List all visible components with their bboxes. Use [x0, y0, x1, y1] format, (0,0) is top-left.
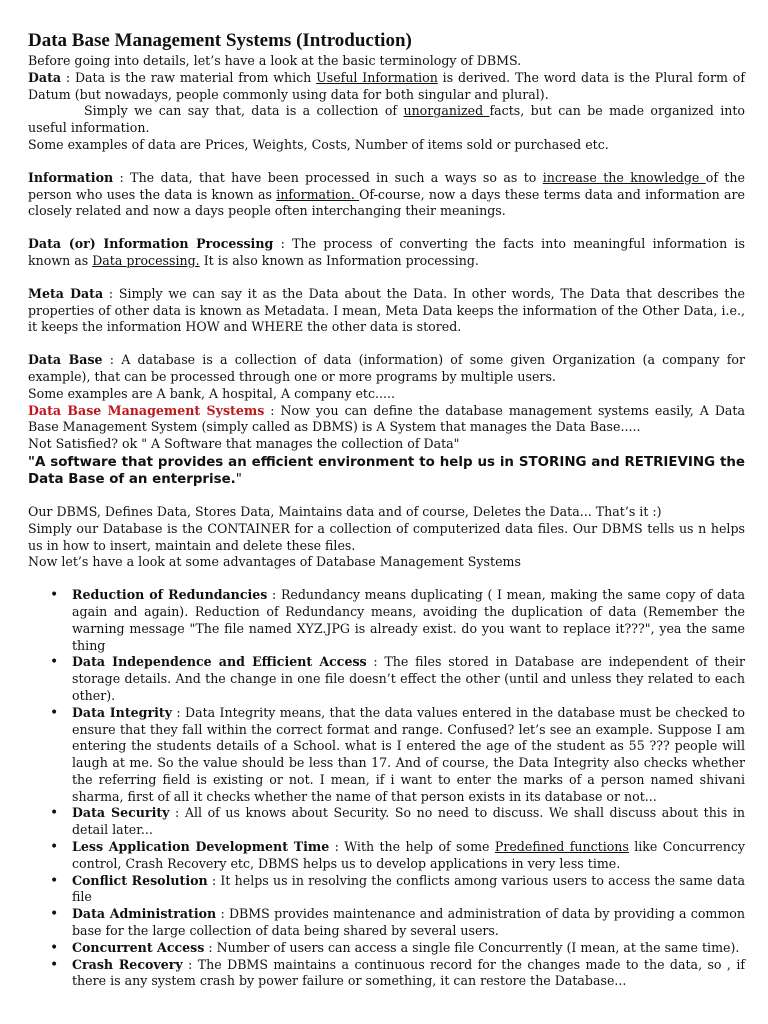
summary-line-1: Our DBMS, Defines Data, Stores Data, Maintains data and of course, Deletes the Data... That’s it :): [28, 503, 662, 519]
document-page: [28, 30, 745, 990]
information-underline: information.: [276, 186, 360, 202]
list-item: • Less Application Development Time : With the help of some Predefined functions like Concurrency control, Crash Recovery etc, DBMS helps us to develop applications in very less time.: [72, 839, 745, 873]
processing-term: Data (or) Information Processing: [28, 236, 274, 252]
data-term: Data: [28, 69, 62, 85]
summary-line-2: Simply our Database is the CONTAINER for a collection of computerized data files. Our DBMS tells us n helps us in how to insert, maintain and delete these files.: [28, 520, 745, 553]
page-title: Data Base Management Systems (Introduction): [28, 30, 412, 51]
database-examples: Some examples are A bank, A hospital, A company etc.....: [28, 385, 396, 401]
unorganized-underline: unorganized: [403, 103, 490, 119]
list-item: • Crash Recovery : The DBMS maintains a continuous record for the changes made to the data, so , if there is any system crash by power failure or something, it can restore the Database...: [72, 957, 745, 991]
data-examples: Some examples of data are Prices, Weights, Costs, Number of items sold or purchased etc.: [28, 136, 609, 152]
intro-text: Before going into details, let’s have a look at the basic terminology of DBMS.: [28, 53, 522, 68]
predefined-functions-underline: Predefined functions: [494, 839, 629, 855]
information-definition: Information : The data, that have been processed in such a ways so as to increase the knowledge of the person who uses the data is known as information. Of-course, now a days these terms data and information are closely related and now a days people often interchanging their meanings.: [28, 169, 745, 219]
data-simple-definition: Simply we can say that, data is a collection of unorganized facts, but can be made organized into useful information.: [28, 103, 746, 136]
meta-data-term: Meta Data: [28, 285, 104, 301]
dbms-term: Data Base Management Systems: [28, 402, 265, 418]
list-item: • Conflict Resolution : It helps us in resolving the conflicts among various users to access the same data file: [72, 873, 745, 907]
dbms-definition: Data Base Management Systems : Now you can define the database management systems easily, A Data Base Management System (simply called as DBMS) is A System that manages the Data Base.....: [28, 402, 745, 435]
list-item: • Reduction of Redundancies : Redundancy means duplicating ( I mean, making the same copy of data again and again). Reduction of Redundancy means, avoiding the duplication of data (Remember the warning message "The file named XYZ.JPG is already exist. do you want to replace it???", yea the same thing: [72, 587, 745, 654]
list-item: • Data Security : All of us knows about Security. So no need to discuss. We shall discuss about this in detail later...: [72, 805, 745, 839]
data-definition: Data : Data is the raw material from which Useful Information is derived. The word data is the Plural form of Datum (but nowadays, people commonly using data for both singular and plural).: [28, 69, 746, 102]
information-term: Information: [28, 169, 114, 185]
list-item: • Data Independence and Efficient Access : The files stored in Database are independent of their storage details. And the change in one file doesn’t effect the other (until and unless they related to each other).: [72, 654, 745, 704]
processing-definition: Data (or) Information Processing : The process of converting the facts into meaningful information is known as Data processing. It is also known as Information processing.: [28, 236, 745, 268]
list-item: • Concurrent Access : Number of users can access a single file Concurrently (I mean, at the same time).: [72, 940, 745, 957]
dbms-not-satisfied: Not Satisfied? ok " A Software that manages the collection of Data": [28, 436, 460, 452]
dbms-quote: "A software that provides an efficient environment to help us in STORING and RETRIEVING the Data Base of an enterprise.": [28, 454, 745, 487]
advantages-list: [28, 587, 745, 990]
meta-data-definition: Meta Data : Simply we can say it as the Data about the Data. In other words, The Data that describes the properties of other data is known as Metadata. I mean, Meta Data keeps the information of the Other Data, i.e., it keeps the information HOW and WHERE the other data is stored.: [28, 285, 745, 335]
list-item: • Data Administration : DBMS provides maintenance and administration of data by providing a common base for the large collection of data being shared by several users.: [72, 906, 745, 940]
database-definition: Data Base : A database is a collection of data (information) of some given Organization (a company for example), that can be processed through one or more programs by multiple users.: [28, 352, 745, 384]
data-processing-underline: Data processing.: [92, 252, 200, 268]
database-term: Data Base: [28, 352, 103, 368]
increase-knowledge-underline: increase the knowledge: [542, 169, 706, 185]
summary-line-3: Now let’s have a look at some advantages of Database Management Systems: [28, 554, 521, 570]
list-item: • Data Integrity : Data Integrity means, that the data values entered in the database must be checked to ensure that they fall within the correct format and range. Confused? let’s see an example. Suppose I am entering the students details of a School. what is I entered the age of the student as 55 ??? people will laugh at me. So the value should be less than 17. And of course, the Data Integrity also checks whether the referring field is existing or not. I mean, if i want to enter the marks of a person named shivani sharma, first of all it checks whether the name of that person exists in its database or not...: [72, 705, 745, 806]
useful-information-link: Useful Information: [316, 69, 438, 85]
